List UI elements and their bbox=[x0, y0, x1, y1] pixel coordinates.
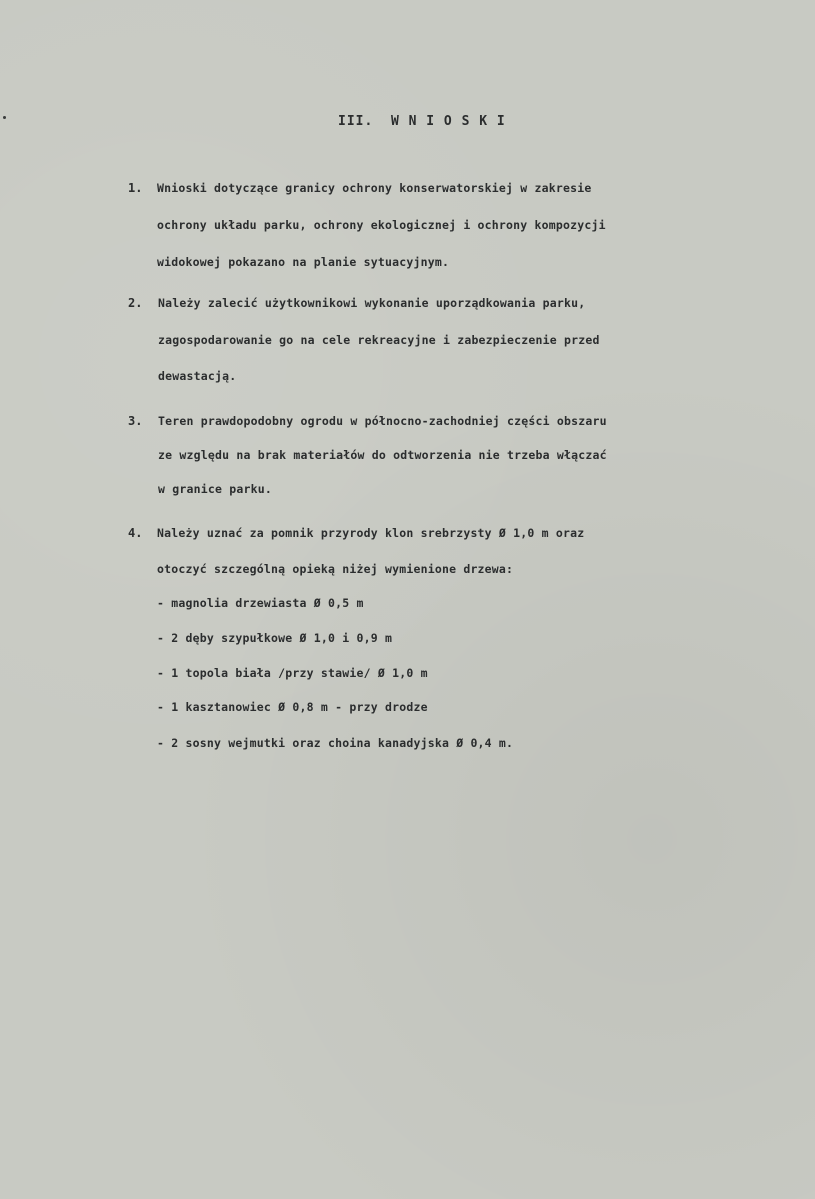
item-line: w granice parku. bbox=[158, 482, 272, 496]
section-heading: III. W N I O S K I bbox=[338, 114, 506, 129]
item-number: 3. bbox=[128, 414, 143, 428]
tree-list-item: - 1 kasztanowiec Ø 0,8 m - przy drodze bbox=[157, 700, 428, 714]
item-line: ochrony układu parku, ochrony ekologicznej i ochrony kompozycji bbox=[157, 218, 606, 232]
item-number: 4. bbox=[128, 526, 143, 540]
tree-list-item: - 2 sosny wejmutki oraz choina kanadyjska Ø 0,4 m. bbox=[157, 736, 514, 750]
item-line: Należy zalecić użytkownikowi wykonanie uporządkowania parku, bbox=[158, 296, 586, 310]
item-line: widokowej pokazano na planie sytuacyjnym. bbox=[157, 255, 450, 269]
item-line: ze względu na brak materiałów do odtworzenia nie trzeba włączać bbox=[158, 448, 607, 462]
item-number: 2. bbox=[128, 296, 143, 310]
item-line: Wnioski dotyczące granicy ochrony konserwatorskiej w zakresie bbox=[157, 181, 592, 195]
item-line: dewastacją. bbox=[158, 369, 237, 383]
item-number: 1. bbox=[128, 181, 143, 195]
item-line: Teren prawdopodobny ogrodu w północno-zachodniej części obszaru bbox=[158, 414, 607, 428]
tree-list-item: - 2 dęby szypułkowe Ø 1,0 i 0,9 m bbox=[157, 631, 393, 645]
item-line: zagospodarowanie go na cele rekreacyjne i zabezpieczenie przed bbox=[158, 333, 600, 347]
item-line: otoczyć szczególną opieką niżej wymienione drzewa: bbox=[157, 562, 514, 576]
item-line: Należy uznać za pomnik przyrody klon srebrzysty Ø 1,0 m oraz bbox=[157, 526, 585, 540]
tree-list-item: - magnolia drzewiasta Ø 0,5 m bbox=[157, 596, 364, 610]
scan-speck bbox=[3, 116, 6, 119]
tree-list-item: - 1 topola biała /przy stawie/ Ø 1,0 m bbox=[157, 666, 428, 680]
